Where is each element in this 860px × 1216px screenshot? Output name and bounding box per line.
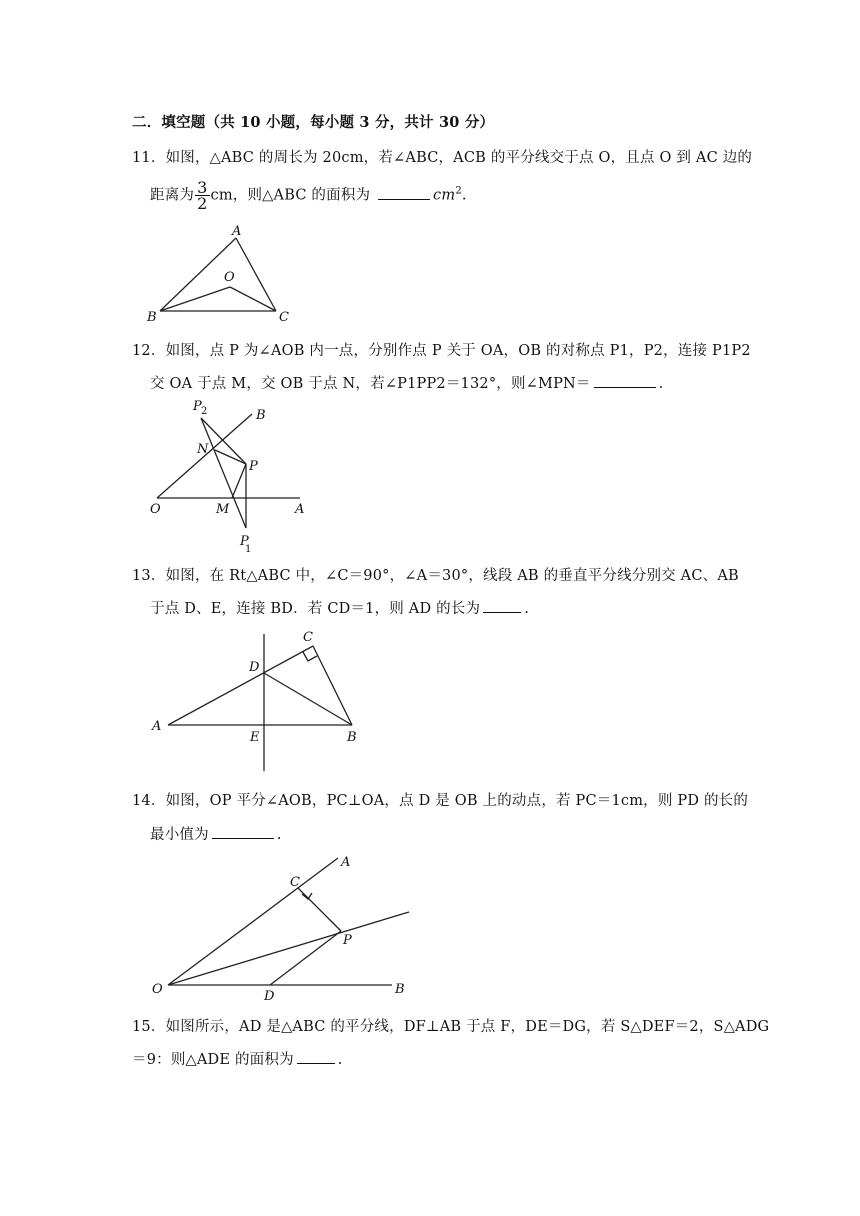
label-P: P bbox=[249, 459, 258, 474]
question-14-line-2: 最小值为 . bbox=[150, 827, 282, 843]
label-O: O bbox=[152, 982, 163, 997]
label-P2-sub: 2 bbox=[201, 406, 208, 417]
question-text: ＝9：则△ADE 的面积为 bbox=[132, 1052, 294, 1068]
question-text: 如图，点 P 为∠AOB 内一点，分别作点 P 关于 OA，OB 的对称点 P1，P2，连接 P1P2 bbox=[165, 343, 751, 359]
label-A: A bbox=[295, 502, 305, 517]
label-D: D bbox=[249, 660, 260, 675]
label-A: A bbox=[152, 719, 162, 734]
question-11-line-2: 距离为 $\frac{3}{2}$ cm，则△ABC 的面积为 $cm^2$. bbox=[150, 178, 467, 213]
question-15-line-1 bbox=[132, 1015, 769, 1036]
question-number: 11． bbox=[132, 150, 166, 166]
label-P1: P bbox=[240, 534, 249, 549]
question-text: 交 OA 于点 M，交 OB 于点 N，若∠P1PP2＝132°，则∠MPN＝ bbox=[150, 376, 591, 392]
label-M: M bbox=[216, 502, 230, 517]
label-P: P bbox=[343, 933, 352, 948]
question-text: 如图所示，AD 是△ABC 的平分线，DF⊥AB 于点 F，DE＝DG，若 S△DEF＝2，S△ADG bbox=[165, 1019, 770, 1035]
label-B: B bbox=[256, 408, 266, 423]
label-P1-sub: 1 bbox=[245, 544, 252, 555]
label-D: D bbox=[264, 989, 275, 1004]
label-B: B bbox=[347, 730, 357, 745]
label-B: B bbox=[147, 310, 157, 325]
label-C: C bbox=[290, 875, 300, 890]
question-13-line-2: 于点 D、E，连接 BD．若 CD＝1，则 AD 的长为 . bbox=[150, 601, 529, 617]
question-number: 12． bbox=[132, 343, 166, 359]
label-C: C bbox=[279, 310, 289, 325]
label-A: A bbox=[341, 855, 351, 870]
label-N: N bbox=[197, 442, 209, 457]
section-title: 二．填空题（共 10 小题，每小题 3 分，共计 30 分） bbox=[132, 114, 495, 131]
label-O: O bbox=[224, 270, 235, 285]
question-12-line-2: 交 OA 于点 M，交 OB 于点 N，若∠P1PP2＝132°，则∠MPN＝ . bbox=[150, 376, 664, 392]
question-text: 距离为 bbox=[150, 187, 195, 204]
question-text: 最小值为 bbox=[150, 827, 209, 843]
label-P2: P bbox=[193, 399, 202, 414]
label-E: E bbox=[250, 730, 260, 745]
question-15-line-2: ＝9：则△ADE 的面积为 . bbox=[132, 1052, 343, 1068]
question-text: 如图，在 Rt△ABC 中，∠C＝90°，∠A＝30°，线段 AB 的垂直平分线分别交 AC、AB bbox=[165, 568, 739, 584]
question-text: 如图，△ABC 的周长为 20cm，若∠ABC，ACB 的平分线交于点 O，且点 O 到 AC 边的 bbox=[165, 150, 753, 166]
fraction: $\frac{3}{2}$ bbox=[197, 178, 208, 213]
label-C: C bbox=[303, 630, 313, 645]
label-A: A bbox=[232, 224, 242, 239]
question-number: 14． bbox=[132, 793, 166, 809]
answer-blank[interactable] bbox=[297, 1062, 335, 1064]
question-text: 如图，OP 平分∠AOB，PC⊥OA，点 D 是 OB 上的动点，若 PC＝1cm，则 PD 的长的 bbox=[165, 793, 749, 809]
question-number: 15． bbox=[132, 1019, 166, 1035]
question-text: 于点 D、E，连接 BD．若 CD＝1，则 AD 的长为 bbox=[150, 601, 481, 617]
label-B: B bbox=[395, 982, 405, 997]
question-number: 13． bbox=[132, 568, 166, 584]
label-O: O bbox=[150, 502, 161, 517]
question-text: cm，则△ABC 的面积为 bbox=[210, 187, 371, 204]
